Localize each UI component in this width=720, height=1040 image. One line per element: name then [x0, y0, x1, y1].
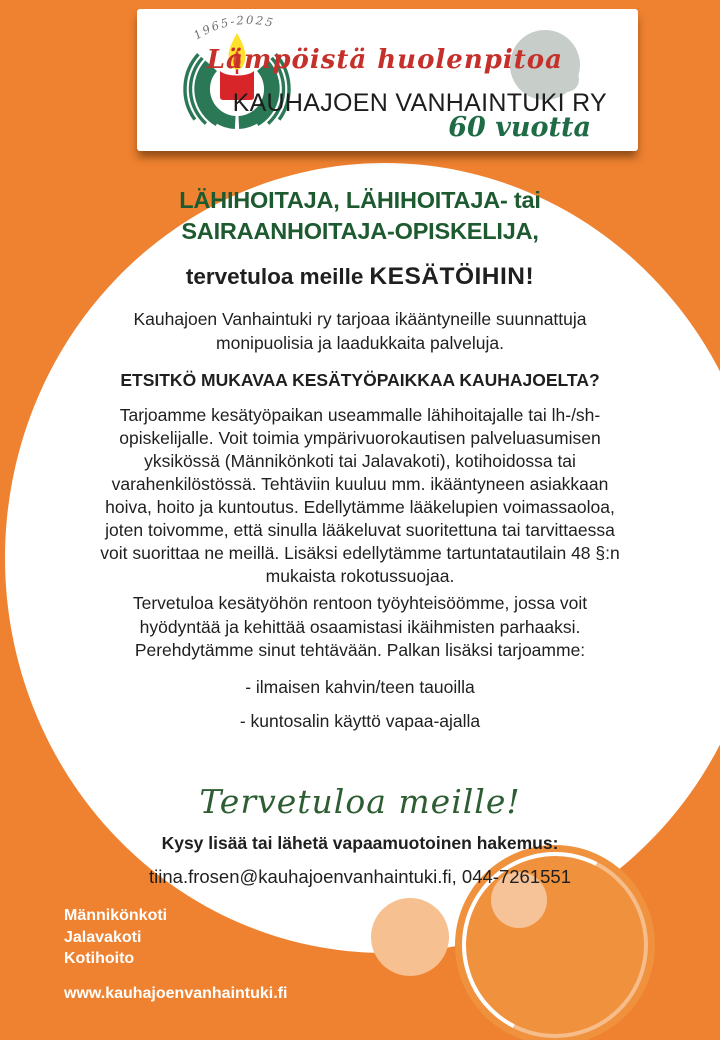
- subheadline-prefix: tervetuloa meille: [185, 264, 364, 289]
- details-line: mukaista rokotussuojaa.: [265, 566, 455, 586]
- welcome-line: Tervetuloa kesätyöhön rentoon työyhteisöömme, jossa voit: [132, 593, 588, 613]
- intro-line: monipuolisia ja laadukkaita palveluja.: [216, 332, 504, 353]
- details-line: voit suorittaa ne meillä. Lisäksi edellytämme tartuntatautilain 48 §:n: [100, 543, 620, 563]
- logo-tagline: Lämpöistä huolenpitoa: [206, 45, 563, 75]
- anniversary-text: 60 vuotta: [448, 112, 591, 143]
- details-line: joten toivomme, että sinulla lääkeluvat suoritettuna tai tarvittaessa: [105, 520, 615, 540]
- headline-line2: SAIRAANHOITAJA-OPISKELIJA,: [181, 218, 539, 244]
- question-heading: ETSITKÖ MUKAVAA KESÄTYÖPAIKKAA KAUHAJOELTA?: [120, 370, 600, 390]
- benefit-item: - ilmaisen kahvin/teen tauoilla: [245, 676, 475, 697]
- welcome-paragraph: [40, 592, 680, 663]
- details-line: yksikössä (Männikönkoti tai Jalavakoti), kotihoidossa tai: [144, 451, 576, 471]
- decor-circle-peach: [371, 898, 449, 976]
- headline-line1: LÄHIHOITAJA, LÄHIHOITAJA- tai: [179, 187, 541, 213]
- welcome-script-text: Tervetuloa meille!: [199, 781, 521, 821]
- location-item: Männikönkoti: [64, 907, 168, 924]
- subheadline-emphasis: KESÄTÖIHIN!: [369, 263, 535, 290]
- details-paragraph: [40, 404, 680, 588]
- cta-heading: Kysy lisää tai lähetä vapaamuotoinen hakemus:: [161, 832, 559, 853]
- svg-text:1965-2025: [191, 13, 276, 43]
- details-line: Tarjoamme kesätyöpaikan useammalle lähihoitajalle tai lh-/sh-: [119, 405, 601, 425]
- benefit-item: - kuntosalin käyttö vapaa-ajalla: [239, 710, 481, 731]
- footer: [64, 905, 287, 1004]
- organization-name: KAUHAJOEN VANHAINTUKI RY: [232, 89, 607, 117]
- website-text: www.kauhajoenvanhaintuki.fi: [64, 984, 288, 1002]
- poster-content: [40, 185, 680, 889]
- intro-line: Kauhajoen Vanhaintuki ry tarjoaa ikääntyneille suunnattuja: [133, 309, 587, 329]
- details-line: varahenkilöstössä. Tehtäviin kuuluu mm. ikääntyneen asiakkaan: [111, 474, 609, 494]
- location-item: Kotihoito: [64, 950, 135, 967]
- logo-banner: [137, 9, 638, 151]
- candle-logo-icon: [137, 11, 337, 151]
- subheadline: [40, 262, 680, 292]
- details-line: hoiva, hoito ja kuntoutus. Edellytämme lääkelupien voimassaoloa,: [105, 497, 615, 517]
- logo-years-text: 1965-2025: [191, 12, 277, 43]
- details-line: opiskelijalle. Voit toimia ympärivuorokautisen palveluasumisen: [119, 428, 601, 448]
- location-item: Jalavakoti: [64, 928, 142, 946]
- welcome-line: Perehdytämme sinut tehtävään. Palkan lisäksi tarjoamme:: [134, 640, 586, 660]
- headline: [40, 185, 680, 247]
- intro-paragraph: [40, 308, 680, 355]
- contact-line: tiina.frosen@kauhajoenvanhaintuki.fi, 044-7261551: [149, 865, 571, 887]
- welcome-line: hyödyntää ja kehittää osaamistasi ikäihmisten parhaaksi.: [139, 616, 581, 637]
